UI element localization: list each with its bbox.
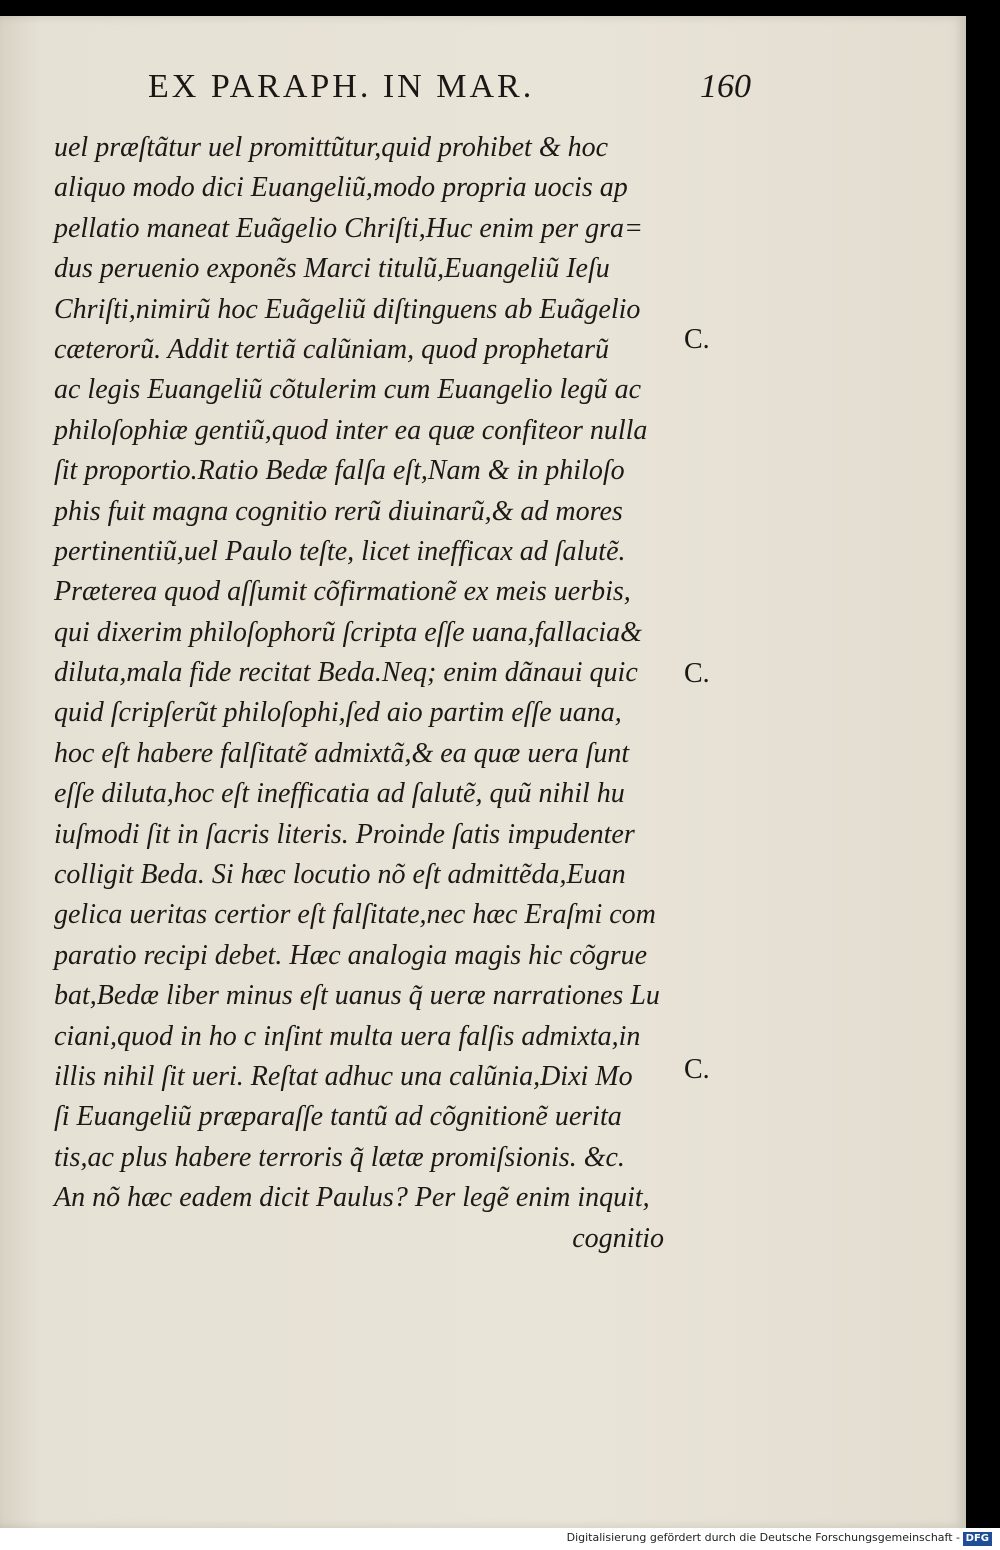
text-line: phis fuit magna cognitio rerũ diuinarũ,& ad mores (54, 495, 623, 527)
text-line: hoc eſt habere falſitatẽ admixtã,& ea quæ uera ſunt (54, 737, 630, 769)
text-line: ac legis Euangeliũ cõtulerim cum Euangelio legũ ac (54, 374, 642, 406)
text-line: ciani,quod in ho c inſint multa uera falſis admixta,in (54, 1020, 641, 1052)
text-line: illis nihil ſit ueri. Reſtat adhuc una calũnia,Dixi Mo (54, 1060, 633, 1092)
text-line: quid ſcripſerũt philoſophi,ſed aio partim eſſe uana, (54, 697, 622, 729)
text-line: eſſe diluta,hoc eſt inefficatia ad ſalutẽ, quũ nihil hu (54, 778, 625, 810)
text-line: ſi Euangeliũ præparaſſe tantũ ad cõgnitionẽ uerita (54, 1101, 622, 1133)
text-line: pellatio maneat Euãgelio Chriſti,Huc enim per gra= (54, 212, 643, 244)
funding-credit: Digitalisierung gefördert durch die Deutsche Forschungsgemeinschaft - (566, 1531, 960, 1544)
catchword: cognitio (572, 1222, 664, 1254)
text-line: philoſophiæ gentiũ,quod inter ea quæ confiteor nulla (54, 414, 648, 446)
margin-note: C. (684, 1054, 710, 1085)
text-line: Chriſti,nimirũ hoc Euãgeliũ diſtinguens ab Euãgelio (54, 293, 641, 325)
dfg-logo-icon: DFG (963, 1532, 992, 1546)
text-line: iuſmodi ſit in ſacris literis. Proinde ſatis impudenter (54, 818, 635, 850)
text-line: An nõ hæc eadem dicit Paulus? Per legẽ enim inquit, (54, 1182, 650, 1214)
text-line: diluta,mala fide recitat Beda.Neq; enim dãnaui quic (54, 657, 638, 689)
text-line: dus peruenio exponẽs Marci titulũ,Euangeliũ Ieſu (54, 253, 610, 285)
page-number: 160 (700, 68, 751, 105)
text-line: cæterorũ. Addit tertiã calũniam, quod prophetarũ (54, 333, 610, 365)
text-line: uel præſtãtur uel promittũtur,quid prohibet & hoc (54, 132, 609, 163)
margin-note: C. (684, 658, 710, 689)
running-header: EX PARAPH. IN MAR. (148, 68, 535, 105)
text-line: pertinentiũ,uel Paulo teſte, licet inefficax ad ſalutẽ. (54, 535, 626, 567)
body-text (54, 128, 694, 1259)
text-line: tis,ac plus habere terroris q̃ lætæ promiſsionis. &c. (54, 1141, 625, 1173)
text-line: bat,Bedæ liber minus eſt uanus q̃ ueræ narrationes Lu (54, 980, 660, 1012)
text-line: qui dixerim philoſophorũ ſcripta eſſe uana,fallacia& (54, 616, 642, 648)
text-line: colligit Beda. Si hæc locutio nõ eſt admittẽda,Euan (54, 859, 626, 891)
text-line: paratio recipi debet. Hæc analogia magis hic cõgrue (54, 939, 648, 971)
text-line: ſit proportio.Ratio Bedæ falſa eſt,Nam & in philoſo (54, 455, 625, 487)
text-line: gelica ueritas certior eſt falſitate,nec hæc Eraſmi com (54, 899, 656, 931)
text-line: aliquo modo dici Euangeliũ,modo propria uocis ap (54, 172, 628, 204)
text-line: Præterea quod aſſumit cõfirmationẽ ex meis uerbis, (54, 576, 631, 608)
margin-note: C. (684, 324, 710, 355)
